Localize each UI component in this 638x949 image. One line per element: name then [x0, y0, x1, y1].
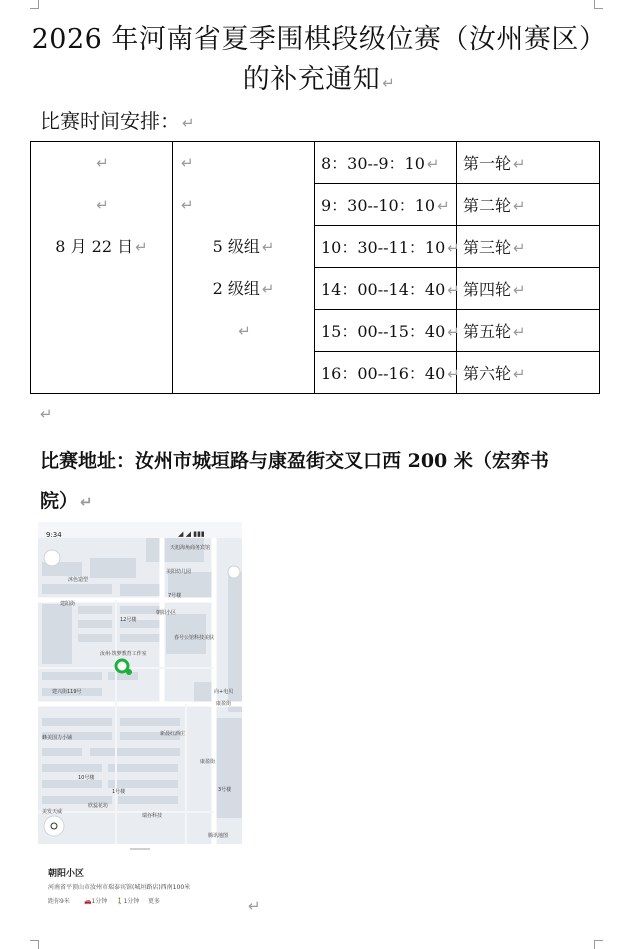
- map-label: 朝阳小区: [156, 610, 177, 616]
- group-name: 5 级组: [212, 237, 260, 256]
- table-row: [31, 142, 600, 184]
- paragraph-mark-icon: ↵: [135, 238, 148, 256]
- paragraph-mark-icon: ↵: [80, 493, 93, 511]
- walk-time-text: 1分钟: [123, 898, 140, 905]
- map-label: 汝州·筑梦教育工作室: [100, 651, 147, 657]
- map-label: 1号楼: [112, 789, 126, 795]
- drive-time-text: 1分钟: [91, 898, 108, 905]
- time-text: 15：00--15：40: [321, 322, 446, 341]
- round-cell: [457, 142, 600, 184]
- car-icon: 🚗: [84, 898, 92, 905]
- status-time: 9:34: [46, 531, 62, 539]
- round-cell: [457, 310, 600, 352]
- status-icons: ◢ ◢ ▮▮▮: [178, 530, 205, 538]
- drive-time: [84, 896, 107, 905]
- map-label: 10号楼: [78, 775, 95, 781]
- map-label: 天旭海角商务宾馆: [170, 545, 211, 551]
- match-date: 8 月 22 日: [55, 237, 134, 256]
- place-address: 河南省平顶山市汝州市瑞泰宾馆(城垣路店)西南100米: [48, 884, 191, 891]
- group-cell: [173, 142, 315, 394]
- paragraph-mark-icon: ↵: [181, 154, 194, 172]
- round-text: 第三轮: [463, 238, 512, 257]
- time-text: 10：30--11：10: [321, 238, 446, 257]
- map-label: 康盈街: [200, 759, 216, 765]
- map-label: 美阳幼儿园: [166, 569, 192, 575]
- time-cell: [315, 184, 457, 226]
- time-cell: [315, 226, 460, 268]
- map-label: 12号楼: [120, 617, 137, 623]
- time-text: 8：30--9：10: [321, 154, 425, 173]
- more-link: 更多: [148, 898, 161, 905]
- map-label: 建阳街: [60, 601, 76, 607]
- time-text: 9：30--10：10: [321, 196, 436, 215]
- address-line1: 比赛地址：汝州市城垣路与康盈街交叉口西 200 米（宏弈书: [40, 450, 549, 472]
- address-line2-wrap: [40, 481, 602, 522]
- schedule-label-text: 比赛时间安排：: [40, 109, 180, 133]
- paragraph-mark-icon: ↵: [382, 74, 396, 92]
- time-cell: [315, 310, 460, 352]
- paragraph-mark-icon: ↵: [248, 897, 261, 915]
- paragraph-mark-icon: ↵: [437, 197, 450, 215]
- map-label: 春号公馆科技美肤: [174, 635, 215, 641]
- paragraph-mark-icon: ↵: [513, 365, 526, 383]
- place-distance: 距你9米: [48, 898, 70, 905]
- paragraph-mark-icon: ↵: [238, 322, 251, 340]
- time-text: 16：00--16：40: [321, 364, 446, 383]
- time-text: 14：00--14：40: [321, 280, 446, 299]
- round-cell: [457, 184, 600, 226]
- paragraph-mark-icon: ↵: [261, 238, 275, 256]
- crop-mark: [30, 0, 39, 9]
- paragraph-mark-icon: ↵: [40, 405, 53, 423]
- paragraph-mark-icon: ↵: [513, 155, 526, 173]
- date-cell: [31, 142, 173, 394]
- address-line2: 院）: [40, 490, 79, 512]
- map-label: 沐色造型: [68, 577, 89, 583]
- round-cell: [457, 268, 600, 310]
- map-label: 欣蕊花坊: [88, 803, 109, 809]
- paragraph-mark-icon: ↵: [447, 239, 460, 257]
- round-cell: [457, 226, 600, 268]
- paragraph-mark-icon: ↵: [447, 365, 460, 383]
- title-line2-text: 的补充通知: [242, 64, 381, 95]
- paragraph-mark-icon: ↵: [447, 281, 460, 299]
- place-name: 朝阳小区: [48, 869, 85, 879]
- time-cell: [315, 352, 460, 394]
- map-label: 新晨红酒庄: [160, 731, 186, 737]
- group-name: 2 级组: [212, 279, 260, 298]
- paragraph-mark-icon: ↵: [513, 323, 526, 341]
- document-title-line1: 2026 年河南省夏季围棋段级位赛（汝州赛区）: [31, 24, 607, 55]
- round-text: 第六轮: [463, 364, 512, 383]
- paragraph-mark-icon: ↵: [513, 197, 526, 215]
- paragraph-mark-icon: ↵: [261, 280, 275, 298]
- map-label: 美发天威: [42, 809, 63, 815]
- round-text: 第二轮: [463, 196, 512, 215]
- empty-paragraph: [246, 896, 261, 915]
- walk-icon: 🚶: [116, 898, 124, 905]
- walk-time: [116, 896, 139, 905]
- paragraph-mark-icon: ↵: [181, 196, 194, 214]
- map-label: 建兴街119号: [52, 689, 82, 695]
- map-label: 康盈街: [216, 701, 232, 707]
- time-cell: [315, 268, 460, 310]
- map-label: 蜂美国力小铺: [42, 735, 73, 741]
- paragraph-mark-icon: ↵: [513, 239, 526, 257]
- round-text: 第五轮: [463, 322, 512, 341]
- crop-mark: [594, 0, 603, 9]
- schedule-table: [30, 141, 600, 394]
- time-cell: [315, 142, 457, 184]
- map-label: 向+电贝: [214, 689, 234, 695]
- map-label: 3号楼: [218, 787, 232, 793]
- map-logo: 腾讯地图: [208, 833, 229, 839]
- round-text: 第四轮: [463, 280, 512, 299]
- map-screenshot: [38, 522, 242, 910]
- schedule-label: [40, 106, 195, 138]
- map-label: 7号楼: [168, 593, 182, 599]
- paragraph-mark-icon: ↵: [182, 114, 195, 132]
- document-title-line2: [30, 60, 608, 103]
- round-text: 第一轮: [463, 154, 512, 173]
- paragraph-mark-icon: ↵: [426, 155, 440, 173]
- round-cell: [457, 352, 600, 394]
- paragraph-mark-icon: ↵: [513, 281, 526, 299]
- venue-address: [40, 441, 602, 522]
- paragraph-mark-icon: ↵: [447, 323, 460, 341]
- paragraph-mark-icon: ↵: [96, 196, 109, 214]
- empty-paragraph: [38, 404, 53, 423]
- map-label: 瑞谷科技: [142, 813, 163, 819]
- paragraph-mark-icon: ↵: [96, 154, 109, 172]
